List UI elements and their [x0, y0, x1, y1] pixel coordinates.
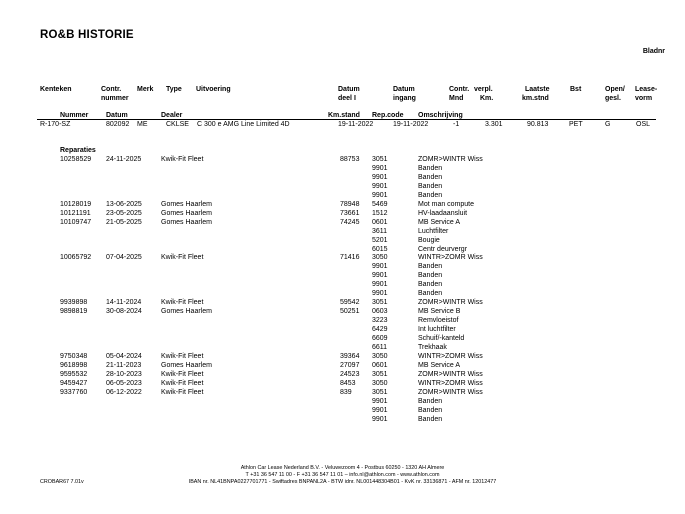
repair-omschrijving: WINTR>ZOMR Wiss	[418, 352, 483, 360]
vehicle-lease-vorm: OSL	[636, 121, 651, 128]
repair-code: 9901	[372, 191, 388, 199]
header-lease: Lease-	[635, 86, 658, 93]
repair-dealer: Kwik-Fit Fleet	[161, 299, 204, 307]
vehicle-kenteken: R-170-SZ	[40, 121, 71, 128]
repair-dealer: Kwik-Fit Fleet	[161, 370, 204, 378]
repair-code: 3051	[372, 156, 388, 163]
repair-dealer: Gomes Haarlem	[161, 361, 212, 369]
repair-nummer: 10258529	[60, 156, 92, 163]
repair-row	[0, 415, 685, 424]
repair-code: 3051	[372, 370, 388, 378]
repair-omschrijving: MB Service A	[418, 361, 461, 369]
repair-code: 9901	[372, 173, 388, 181]
repair-kmstand: 59542	[340, 299, 360, 307]
repair-omschrijving: Trekhaak	[418, 343, 447, 351]
repair-code: 0601	[372, 218, 388, 226]
repair-datum: 14-11-2024	[106, 299, 142, 307]
repair-omschrijving: ZOMR>WINTR Wiss	[418, 299, 483, 307]
repair-code: 5201	[372, 236, 388, 244]
repair-row	[0, 173, 685, 182]
repair-omschrijving: ZOMR>WINTR Wiss	[418, 388, 483, 396]
repair-code: 3050	[372, 254, 388, 262]
vehicle-open-gesl: G	[605, 121, 611, 128]
repair-code: 9901	[372, 397, 388, 405]
repair-datum: 06-12-2022	[106, 388, 142, 396]
repair-kmstand: 71416	[340, 254, 360, 262]
repair-row	[0, 200, 685, 209]
repair-code: 9901	[372, 406, 388, 414]
repair-code: 3051	[372, 388, 388, 396]
repair-row	[0, 253, 685, 262]
repair-omschrijving: WINTR>ZOMR Wiss	[418, 379, 483, 387]
repair-omschrijving: Centr deurvergr	[418, 245, 468, 253]
repair-nummer: 9618998	[60, 361, 88, 369]
repair-omschrijving: ZOMR>WINTR Wiss	[418, 156, 483, 163]
repair-kmstand: 78948	[340, 200, 360, 208]
repair-kmstand: 8453	[340, 379, 356, 387]
repair-row	[0, 236, 685, 245]
repair-omschrijving: Banden	[418, 191, 443, 199]
header-laatste: Laatste	[525, 86, 550, 93]
repair-row	[0, 325, 685, 334]
header-kmstnd: km.stnd	[522, 95, 549, 102]
vehicle-merk: ME	[137, 121, 148, 128]
repair-code: 3611	[372, 227, 388, 235]
repair-code: 3051	[372, 299, 388, 307]
repair-omschrijving: Banden	[418, 173, 443, 181]
repair-datum: 21-11-2023	[106, 361, 142, 369]
repair-omschrijving: Remvloeistof	[418, 317, 459, 325]
repair-nummer: 9459427	[60, 379, 88, 387]
repair-nummer: 9595532	[60, 370, 88, 378]
header-datum-ingang: Datum	[393, 86, 415, 93]
reparaties-heading: Reparaties	[60, 147, 96, 154]
repair-kmstand: 73661	[340, 209, 360, 217]
repair-omschrijving: Banden	[418, 263, 443, 271]
footer-legal: IBAN nr. NL41BNPA0227701771 - Swiftadres BNPANL2A - BTW idnr. NL001448304B01 - KvK nr. 33136871 - AFM nr. 12012477	[188, 479, 497, 485]
header-merk: Merk	[137, 86, 154, 93]
repair-row	[0, 271, 685, 280]
repair-code: 3050	[372, 352, 388, 360]
vehicle-datum-ingang: 19-11-2022	[393, 121, 429, 128]
repair-datum: 13-06-2025	[106, 200, 142, 208]
repair-code: 9901	[372, 290, 388, 298]
repair-row	[0, 316, 685, 325]
header-nummer: nummer	[101, 95, 129, 102]
repair-code: 9901	[372, 281, 388, 289]
vehicle-contract: 802092	[106, 121, 130, 128]
vehicle-datum-deel: 19-11-2022	[338, 121, 374, 128]
repair-row	[0, 155, 685, 164]
repair-kmstand: 74245	[340, 218, 360, 226]
footer-contact: T +31 36 547 11 00 - F +31 36 547 11 01 – info.nl@athlon.com - www.athlon.com	[245, 472, 440, 478]
header-verpl: verpl.	[474, 86, 493, 93]
repair-code: 0601	[372, 361, 388, 369]
repair-nummer: 9337760	[60, 388, 88, 396]
header-sub-nummer: Nummer	[60, 112, 89, 119]
repair-row	[0, 227, 685, 236]
header-vorm: vorm	[635, 95, 653, 102]
header-sub-kmstand: Km.stand	[328, 112, 360, 119]
repair-row	[0, 262, 685, 271]
repair-datum: 07-04-2025	[106, 254, 142, 262]
repair-row	[0, 352, 685, 361]
header-ingang: ingang	[393, 95, 416, 102]
repair-omschrijving: Banden	[418, 406, 443, 414]
repair-kmstand: 839	[340, 388, 352, 396]
repair-datum: 28-10-2023	[106, 370, 142, 378]
repair-nummer: 10109747	[60, 218, 92, 226]
page-title: RO&B HISTORIE	[40, 29, 134, 41]
header-uitvoering: Uitvoering	[196, 86, 231, 93]
repair-nummer: 10121191	[60, 209, 91, 217]
repair-omschrijving: MB Service A	[418, 218, 461, 226]
repair-code: 3223	[372, 317, 388, 325]
repair-code: 9901	[372, 164, 388, 172]
repair-row	[0, 191, 685, 200]
repair-datum: 21-05-2025	[106, 218, 142, 226]
repair-nummer: 9939898	[60, 299, 88, 307]
repair-row	[0, 218, 685, 227]
header-datum-deel: Datum	[338, 86, 360, 93]
vehicle-uitvoering: C 300 e AMG Line Limited 4D	[197, 121, 290, 128]
repair-code: 6611	[372, 343, 388, 351]
repair-omschrijving: Banden	[418, 281, 443, 289]
form-code: CROBAR67 7.01v	[40, 479, 84, 485]
repair-omschrijving: Mot man compute	[418, 200, 475, 208]
header-kenteken: Kenteken	[40, 86, 72, 93]
header-open: Open/	[605, 86, 625, 93]
repair-kmstand: 50251	[340, 308, 360, 316]
repair-row	[0, 334, 685, 343]
header-deel: deel I	[338, 95, 356, 102]
header-sub-datum: Datum	[106, 112, 128, 119]
repair-omschrijving: ZOMR>WINTR Wiss	[418, 370, 483, 378]
repair-row	[0, 343, 685, 352]
repair-code: 9901	[372, 415, 388, 423]
repair-row	[0, 361, 685, 370]
header-sub-omschrijving: Omschrijving	[418, 112, 463, 119]
vehicle-laatste-km: 90.813	[527, 121, 549, 128]
repair-omschrijving: MB Service B	[418, 308, 461, 316]
repair-code: 1512	[372, 209, 388, 217]
repair-nummer: 9898819	[60, 308, 88, 316]
repair-row	[0, 406, 685, 415]
vehicle-bst: PET	[569, 121, 583, 128]
header-contr-mnd: Contr.	[449, 86, 470, 93]
repair-row	[0, 307, 685, 316]
repair-dealer: Kwik-Fit Fleet	[161, 388, 204, 396]
repair-kmstand: 27097	[340, 361, 360, 369]
repair-row	[0, 182, 685, 191]
repair-omschrijving: Banden	[418, 397, 443, 405]
repair-row	[0, 289, 685, 298]
repair-code: 6429	[372, 326, 388, 334]
repair-dealer: Gomes Haarlem	[161, 209, 212, 217]
repair-dealer: Kwik-Fit Fleet	[161, 379, 204, 387]
repair-nummer: 10065792	[60, 254, 92, 262]
vehicle-km: 3.301	[485, 121, 503, 128]
repair-omschrijving: Banden	[418, 415, 443, 423]
repair-omschrijving: Banden	[418, 182, 443, 190]
repair-omschrijving: HV-laadaansluit	[418, 209, 468, 217]
header-sub-dealer: Dealer	[161, 112, 183, 119]
page-number-label: Bladnr	[642, 48, 665, 55]
footer-address: Athlon Car Lease Nederland B.V. - Veluwezoom 4 - Postbus 60250 - 1320 AH Almere	[240, 465, 445, 471]
repair-omschrijving: Luchtfilter	[418, 227, 449, 235]
repair-dealer: Kwik-Fit Fleet	[161, 352, 204, 360]
repair-datum: 06-05-2023	[106, 379, 142, 387]
header-mnd: Mnd	[449, 95, 464, 102]
repair-datum: 30-08-2024	[106, 308, 142, 316]
repair-omschrijving: WINTR>ZOMR Wiss	[418, 254, 483, 262]
header-gesl: gesl.	[605, 95, 621, 102]
repair-kmstand: 88753	[340, 156, 360, 163]
repair-datum: 23-05-2025	[106, 209, 142, 217]
repair-kmstand: 24523	[340, 370, 360, 378]
repair-datum: 05-04-2024	[106, 352, 142, 360]
repair-row	[0, 388, 685, 397]
repair-code: 6015	[372, 245, 388, 253]
repair-datum: 24-11-2025	[106, 156, 142, 163]
repair-code: 6609	[372, 335, 388, 342]
header-bst: Bst	[570, 86, 582, 93]
repair-nummer: 10128019	[60, 200, 92, 208]
repair-nummer: 9750348	[60, 352, 88, 360]
repair-code: 9901	[372, 263, 388, 271]
repair-row	[0, 379, 685, 388]
vehicle-mnd: -1	[453, 121, 460, 128]
vehicle-type: CKLSE	[166, 121, 189, 128]
header-sub-repcode: Rep.code	[372, 112, 404, 119]
repair-row	[0, 397, 685, 406]
header-contr: Contr.	[101, 86, 122, 93]
repair-code: 9901	[372, 272, 388, 280]
repair-omschrijving: Banden	[418, 164, 443, 172]
repair-code: 0603	[372, 308, 388, 316]
repair-row	[0, 298, 685, 307]
repair-omschrijving: Bougie	[418, 236, 440, 244]
repair-dealer: Gomes Haarlem	[161, 308, 212, 316]
repair-row	[0, 280, 685, 289]
repair-omschrijving: Int luchtfilter	[418, 326, 456, 334]
repair-dealer: Kwik-Fit Fleet	[161, 156, 204, 163]
repair-code: 9901	[372, 182, 388, 190]
repair-row	[0, 164, 685, 173]
repair-row	[0, 245, 685, 254]
repair-dealer: Kwik-Fit Fleet	[161, 254, 204, 262]
repair-omschrijving: Banden	[418, 290, 443, 298]
repair-row	[0, 370, 685, 379]
repair-code: 5469	[372, 200, 388, 208]
repair-omschrijving: Banden	[418, 272, 443, 280]
header-type: Type	[166, 86, 182, 93]
repair-row	[0, 209, 685, 218]
header-km: Km.	[480, 95, 494, 102]
repair-omschrijving: Schuif/-kanteld	[418, 335, 465, 342]
repair-dealer: Gomes Haarlem	[161, 218, 212, 226]
repair-kmstand: 39364	[340, 352, 360, 360]
repair-code: 3050	[372, 379, 388, 387]
repair-dealer: Gomes Haarlem	[161, 200, 212, 208]
